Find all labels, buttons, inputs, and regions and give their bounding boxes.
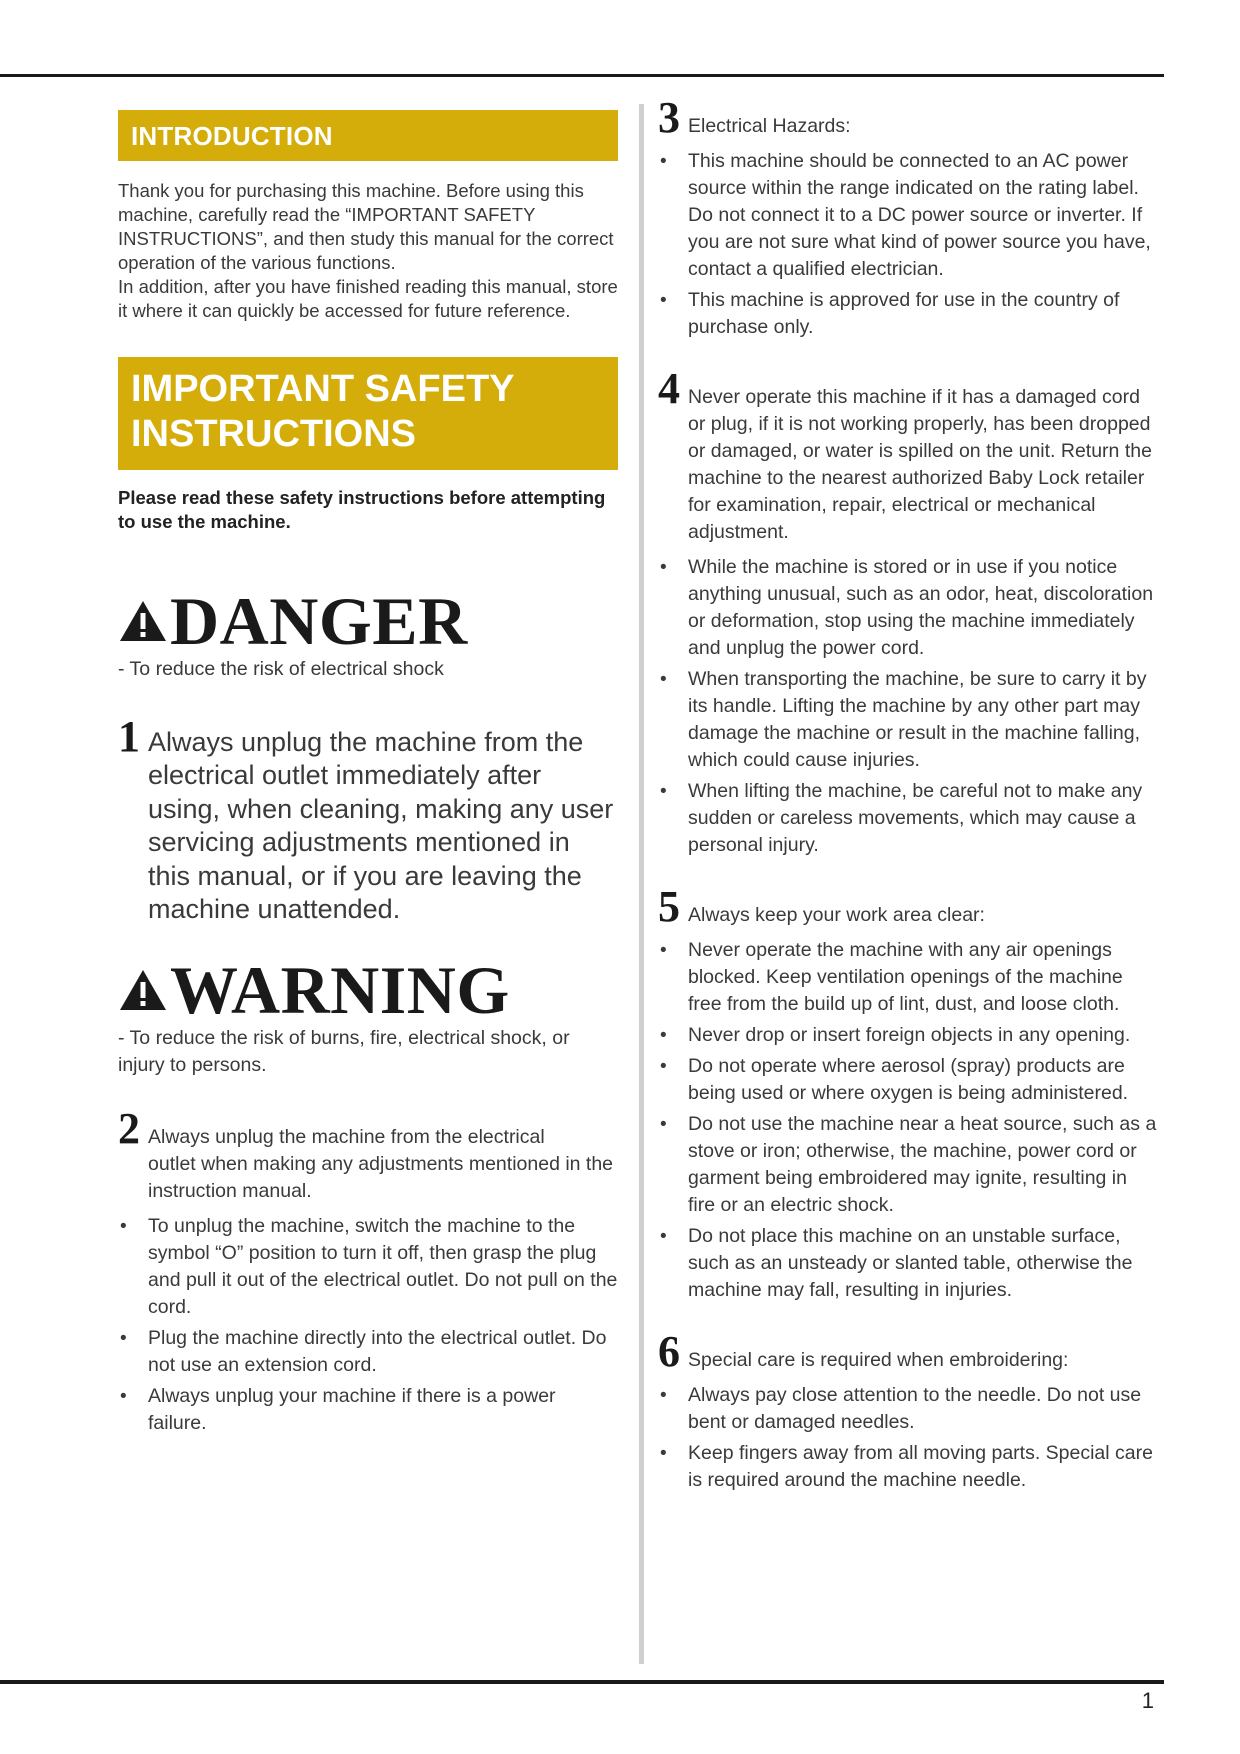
warning-signal	[118, 951, 618, 1028]
list-item: • Keep fingers away from all moving parts. Special care is required around the machine needle.	[658, 1440, 1158, 1494]
page-number: 1	[1141, 1688, 1154, 1713]
danger-note: - To reduce the risk of electrical shock	[118, 658, 444, 680]
danger-word: DANGER	[170, 583, 468, 659]
item-title: Special care is required when embroidering:	[688, 1349, 1069, 1371]
item-number: 2	[118, 1103, 140, 1153]
list-item: • While the machine is stored or in use if you notice anything unusual, such as an odor, heat, discoloration or deformation, stop using the machine immediately and unplug the power cord.	[658, 554, 1158, 662]
item-number: 5	[658, 882, 680, 931]
list-item: • To unplug the machine, switch the machine to the symbol “O” position to turn it off, then grasp the plug and pull it out of the electrical outlet. Do not pull on the cord.	[118, 1213, 618, 1321]
item-title: Always unplug the machine from the electrical	[148, 1125, 545, 1148]
safety-item-6	[658, 1327, 1158, 1494]
list-item: • This machine is approved for use in the country of purchase only.	[658, 287, 1158, 341]
safety-item-3	[658, 93, 1158, 341]
list-item: • Do not place this machine on an unstable surface, such as an unsteady or slanted table, otherwise the machine may fall, resulting in injuries.	[658, 1223, 1158, 1304]
item-continuation: outlet when making any adjustments mentioned in the instruction manual.	[148, 1152, 614, 1202]
warning-triangle-icon	[118, 599, 168, 643]
item-bullets	[658, 148, 1158, 341]
warning-note: - To reduce the risk of burns, fire, electrical shock, or injury to persons.	[118, 1026, 570, 1076]
introduction-heading: INTRODUCTION	[118, 110, 618, 161]
item-title: Always keep your work area clear:	[688, 904, 985, 926]
item-title: Electrical Hazards:	[688, 115, 851, 137]
list-item: • This machine should be connected to an AC power source within the range indicated on the rating label. Do not connect it to a DC power source or inverter. If you are not sure what kind of power source you have, contact a qualified electrician.	[658, 148, 1158, 283]
list-item: • Never operate the machine with any air openings blocked. Keep ventilation openings of the machine free from the build up of lint, dust, and loose cloth.	[658, 937, 1158, 1018]
item-bullets	[658, 1382, 1158, 1494]
warning-triangle-icon	[118, 968, 168, 1012]
introduction-paragraph-2: In addition, after you have finished reading this manual, store it where it can quickly be accessed for future reference.	[118, 276, 618, 321]
item-number: 3	[658, 93, 680, 142]
list-item: • Plug the machine directly into the electrical outlet. Do not use an extension cord.	[118, 1325, 618, 1379]
safety-item-5	[658, 882, 1158, 1304]
item-title: Never operate this machine if it has a damaged cord	[688, 386, 1140, 408]
safety-item-2	[118, 1103, 618, 1437]
item-continuation: or plug, if it is not working properly, has been dropped or damaged, or water is spilled on the unit. Return the machine to the nearest authorized Baby Lock retailer for examination, repair, electrical or mechanical adjustment.	[688, 413, 1152, 543]
item-number: 1	[118, 712, 140, 761]
list-item: • Always pay close attention to the needle. Do not use bent or damaged needles.	[658, 1382, 1158, 1436]
item-number: 4	[658, 364, 680, 413]
item-bullets	[658, 554, 1158, 859]
item-number: 6	[658, 1327, 680, 1376]
left-column	[118, 110, 618, 1441]
list-item: • Do not operate where aerosol (spray) products are being used or where oxygen is being administered.	[658, 1053, 1158, 1107]
column-divider	[639, 104, 644, 1664]
list-item: • When lifting the machine, be careful not to make any sudden or careless movements, which may cause a personal injury.	[658, 778, 1158, 859]
safety-item-4	[658, 364, 1158, 859]
right-column	[658, 93, 1158, 1498]
introduction-text	[118, 179, 618, 323]
item-continuation: electrical outlet immediately after using, when cleaning, making any user servicing adjustments mentioned in this manual, or if you are leaving the machine unattended.	[148, 760, 614, 924]
item-bullets	[658, 937, 1158, 1304]
safety-instructions-heading: IMPORTANT SAFETY INSTRUCTIONS	[118, 357, 618, 470]
introduction-paragraph-1: Thank you for purchasing this machine. Before using this machine, carefully read the “IMPORTANT SAFETY INSTRUCTIONS”, and then study this manual for the correct operation of the various functions.	[118, 180, 614, 273]
bottom-rule	[0, 1680, 1164, 1684]
danger-signal	[118, 583, 618, 659]
list-item: • Never drop or insert foreign objects in any opening.	[658, 1022, 1158, 1049]
safety-lead-text: Please read these safety instructions before attempting to use the machine.	[118, 487, 606, 532]
top-rule	[0, 74, 1164, 77]
warning-word: WARNING	[170, 951, 510, 1028]
list-item: • Do not use the machine near a heat source, such as a stove or iron; otherwise, the machine, power cord or garment being embroidered may ignite, resulting in fire or an electric shock.	[658, 1111, 1158, 1219]
list-item: • When transporting the machine, be sure to carry it by its handle. Lifting the machine by any other part may damage the machine or result in the machine falling, which could cause injuries.	[658, 666, 1158, 774]
item-title: Always unplug the machine from the	[148, 727, 584, 757]
list-item: • Always unplug your machine if there is a power failure.	[118, 1383, 618, 1437]
safety-item-1	[118, 712, 618, 927]
item-bullets	[118, 1213, 618, 1437]
